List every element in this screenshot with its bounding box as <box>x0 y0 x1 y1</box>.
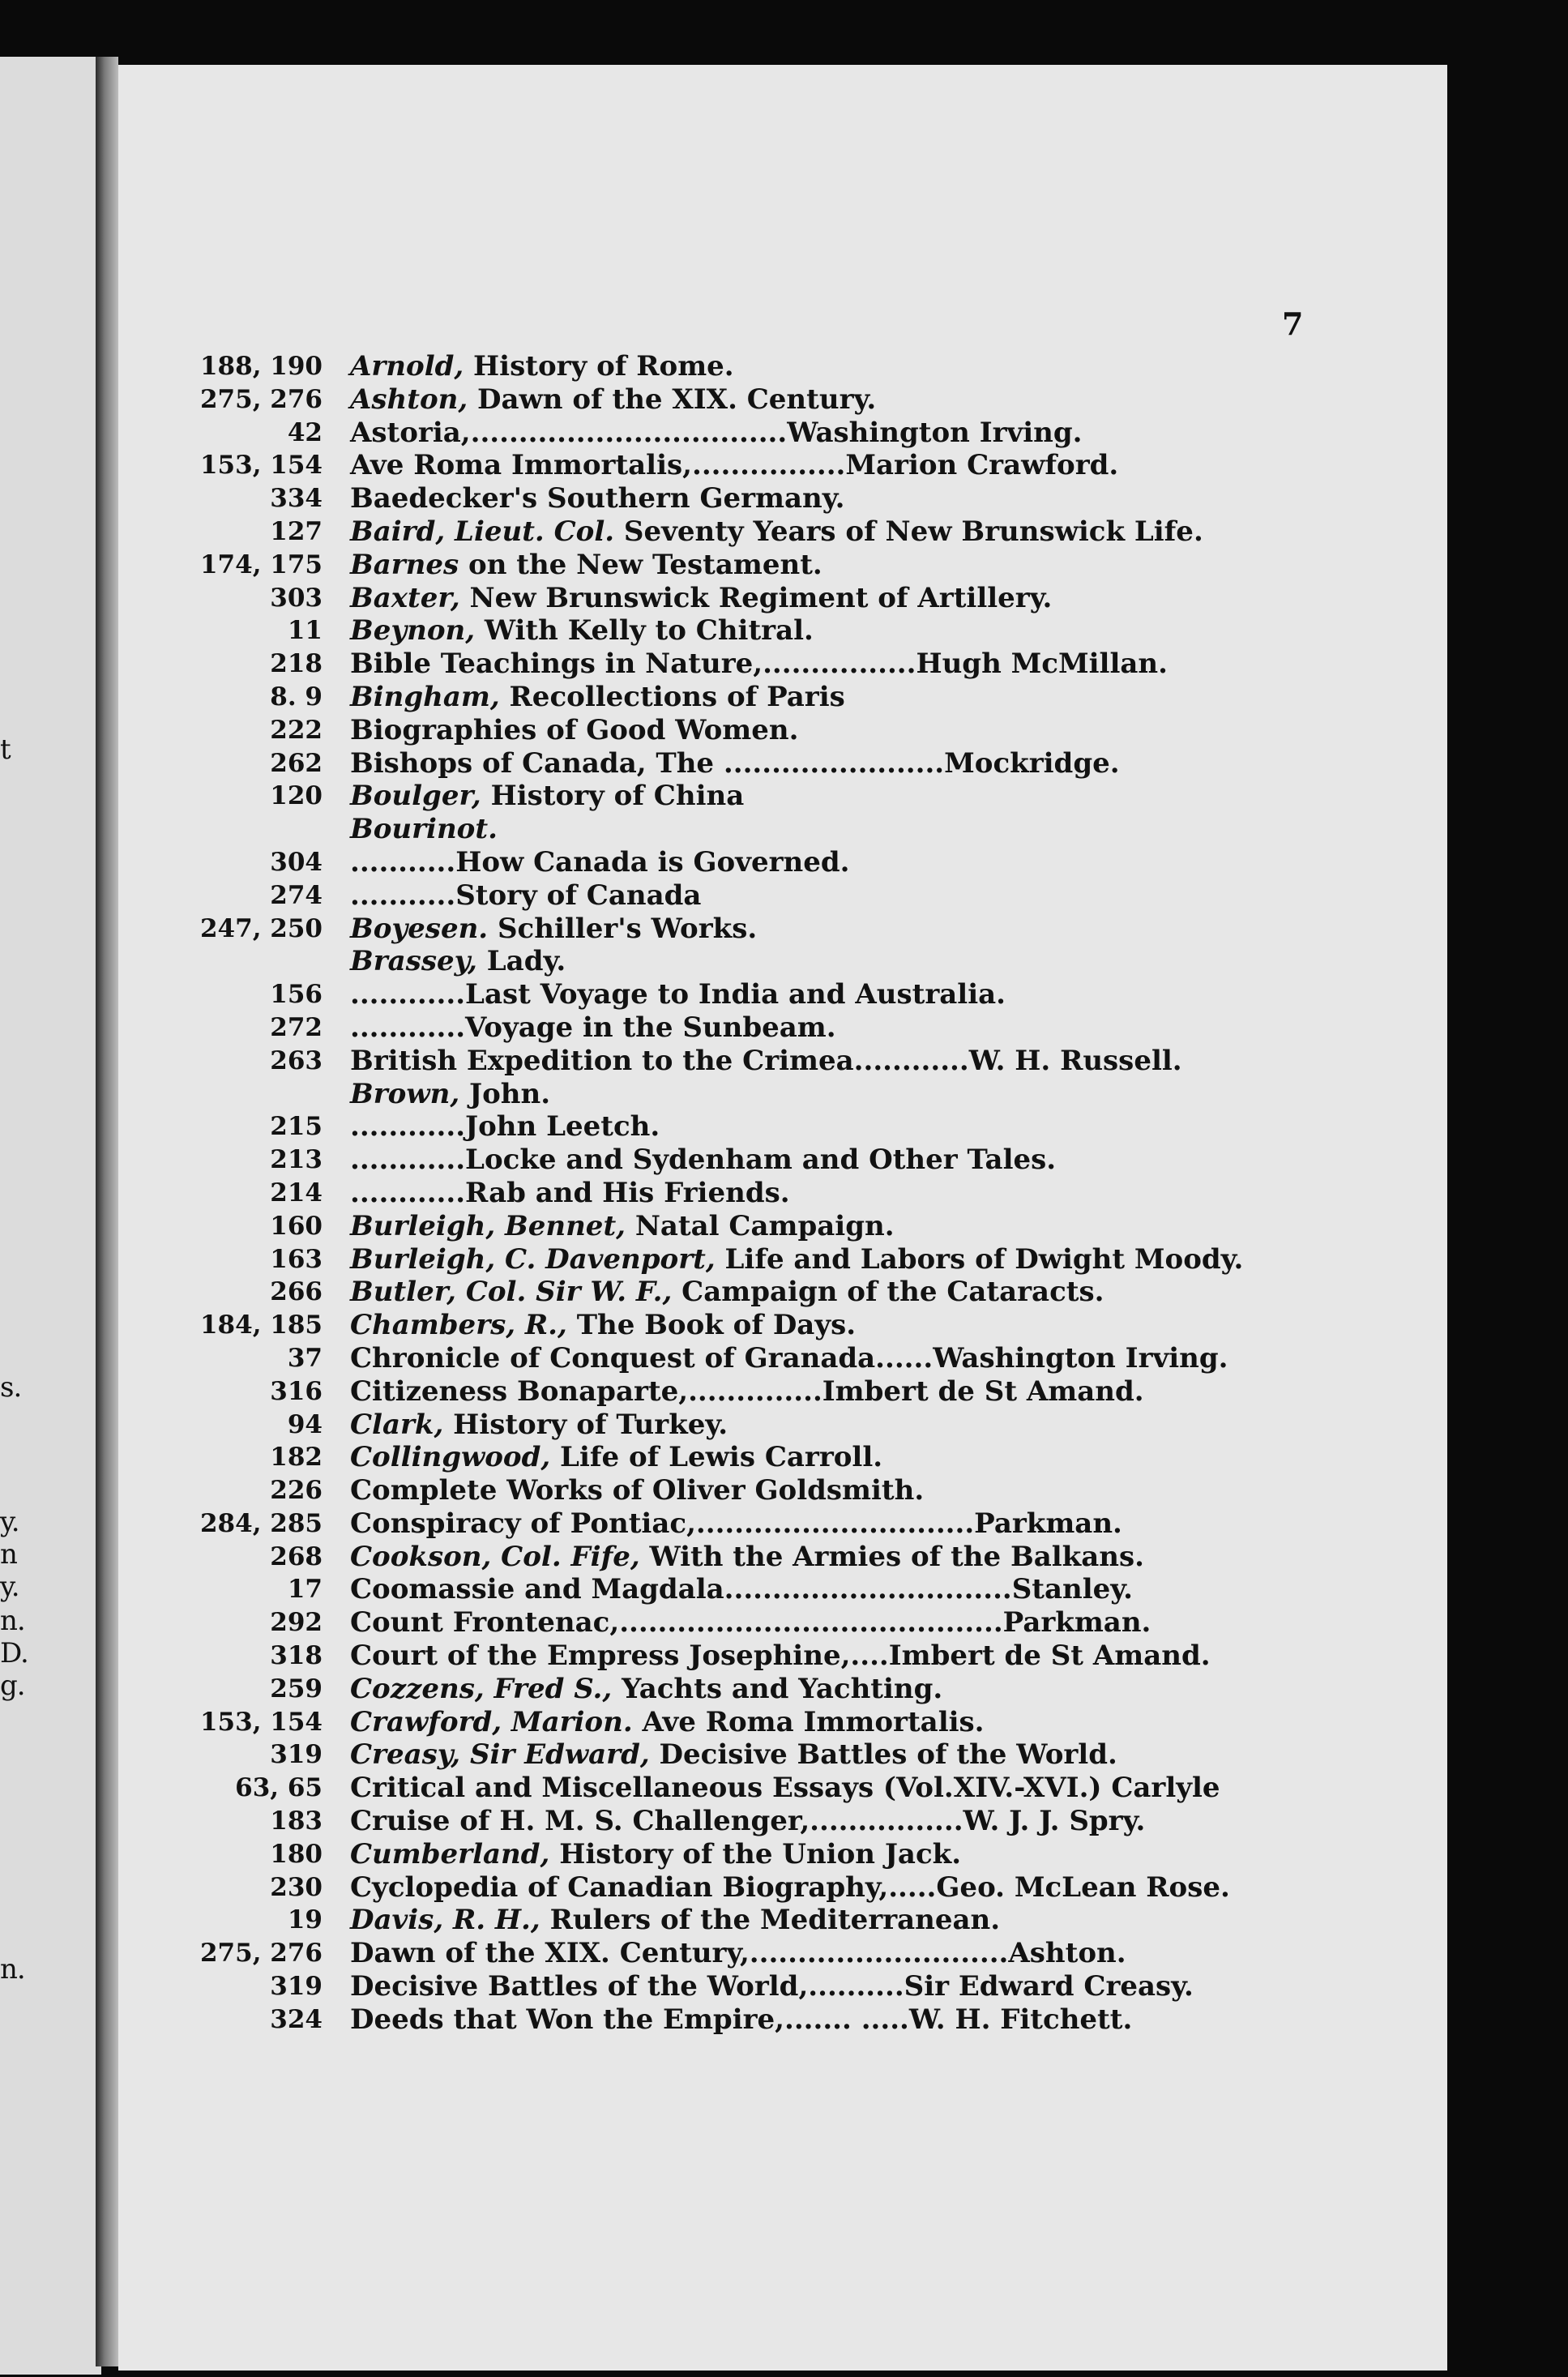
index-entry <box>162 417 1329 450</box>
page-reference: 182 <box>270 1443 323 1473</box>
page-reference: 183 <box>270 1806 323 1836</box>
page-reference: 218 <box>270 649 323 679</box>
index-entry <box>162 1375 1329 1409</box>
index-entry <box>162 1409 1329 1442</box>
index-entry <box>162 1640 1329 1673</box>
entry-title: ............John Leetch. <box>350 1110 660 1144</box>
page-reference: 163 <box>270 1244 323 1274</box>
page-reference: 174, 175 <box>199 549 323 579</box>
entry-title: Cyclopedia of Canadian Biography,.....Geo. McLean Rose. <box>350 1870 1230 1904</box>
page-reference: 188, 190 <box>199 352 323 381</box>
entry-title: Count Frontenac,........................................Parkman. <box>350 1606 1151 1640</box>
entry-title: Decisive Battles of the World,..........Sir Edward Creasy. <box>350 1970 1194 2003</box>
page-reference: 284, 285 <box>199 1508 323 1538</box>
page-reference: 318 <box>270 1641 323 1671</box>
index-entry <box>162 1210 1329 1243</box>
page-reference: 324 <box>270 2004 323 2034</box>
page-reference: 303 <box>270 583 323 613</box>
entry-title: ............Locke and Sydenham and Other Tales. <box>350 1144 1057 1177</box>
index-entry <box>162 1541 1329 1574</box>
page-reference <box>162 945 323 978</box>
entry-title: Biographies of Good Women. <box>350 713 799 746</box>
page-reference: 214 <box>270 1178 323 1208</box>
page-reference: 262 <box>270 748 323 778</box>
index-entry <box>162 1738 1329 1772</box>
previous-page-fragment: g. <box>0 1669 25 1702</box>
index-entry <box>162 1474 1329 1507</box>
page-reference: 266 <box>270 1277 323 1307</box>
previous-page-fragment: y. <box>0 1571 19 1603</box>
previous-page-fragment: D. <box>0 1637 28 1669</box>
entry-title: Ave Roma Immortalis,................Marion Crawford. <box>350 449 1119 482</box>
index-entry <box>162 813 1329 846</box>
index-entry <box>162 515 1329 549</box>
entry-title: Baird, Lieut. Col. Seventy Years of New Brunswick Life. <box>350 515 1203 548</box>
entry-title: Boulger, History of China <box>350 780 745 813</box>
index-entry <box>162 846 1329 879</box>
index-entries <box>162 350 1329 2037</box>
entry-title: Bourinot. <box>350 813 498 846</box>
index-entry <box>162 1243 1329 1276</box>
index-entry <box>162 1904 1329 1937</box>
entry-title: Citizeness Bonaparte,..............Imbert de St Amand. <box>350 1374 1144 1408</box>
entry-title: Critical and Miscellaneous Essays (Vol.XIV.-XVI.) Carlyle <box>350 1772 1220 1805</box>
index-entry <box>162 383 1329 417</box>
page-reference: 275, 276 <box>199 384 323 414</box>
index-entry <box>162 1144 1329 1177</box>
page-reference: 319 <box>270 1740 323 1770</box>
index-entry <box>162 1276 1329 1309</box>
entry-title: Boyesen. Schiller's Works. <box>350 912 758 945</box>
entry-title: British Expedition to the Crimea............W. H. Russell. <box>350 1044 1182 1077</box>
entry-title: Creasy, Sir Edward, Decisive Battles of the World. <box>350 1738 1117 1772</box>
page-reference: 8. 9 <box>270 682 323 712</box>
entry-title: Bingham, Recollections of Paris <box>350 680 845 713</box>
previous-page-fragment: y. <box>0 1506 19 1538</box>
entry-title: Beynon, With Kelly to Chitral. <box>350 614 814 648</box>
entry-title: ............Voyage in the Sunbeam. <box>350 1011 836 1044</box>
entry-title: Crawford, Marion. Ave Roma Immortalis. <box>350 1705 985 1738</box>
index-entry <box>162 1110 1329 1144</box>
index-entry <box>162 1078 1329 1111</box>
page-reference: 42 <box>287 417 323 447</box>
entry-title: Ashton, Dawn of the XIX. Century. <box>350 383 877 416</box>
index-entry <box>162 945 1329 978</box>
previous-page-fragment: n. <box>0 1953 25 1986</box>
index-entry <box>162 747 1329 780</box>
index-entry <box>162 1507 1329 1541</box>
page-reference: 156 <box>270 980 323 1010</box>
page-reference: 63, 65 <box>235 1773 323 1803</box>
page-reference: 268 <box>270 1541 323 1571</box>
page-reference: 213 <box>270 1145 323 1175</box>
index-entry <box>162 582 1329 615</box>
page-reference: 316 <box>270 1376 323 1406</box>
index-entry <box>162 1937 1329 1970</box>
page-reference <box>162 1078 323 1111</box>
index-entry <box>162 350 1329 383</box>
entry-title: Cumberland, History of the Union Jack. <box>350 1837 962 1870</box>
entry-title: Chambers, R., The Book of Days. <box>350 1309 857 1342</box>
entry-title: Deeds that Won the Empire,....... .....W. H. Fitchett. <box>350 2003 1133 2036</box>
page-reference: 160 <box>270 1211 323 1241</box>
entry-title: ...........Story of Canada <box>350 879 702 912</box>
index-entry <box>162 1573 1329 1606</box>
book-gutter <box>96 57 118 2366</box>
entry-title: Burleigh, C. Davenport, Life and Labors of Dwight Moody. <box>350 1242 1244 1276</box>
entry-title: Baedecker's Southern Germany. <box>350 482 845 515</box>
page-reference: 334 <box>270 484 323 514</box>
entry-title: Butler, Col. Sir W. F., Campaign of the Cataracts. <box>350 1276 1104 1309</box>
page-reference: 275, 276 <box>199 1939 323 1969</box>
page-reference: 222 <box>270 715 323 745</box>
entry-title: Cruise of H. M. S. Challenger,................W. J. J. Spry. <box>350 1805 1146 1838</box>
entry-title: Conspiracy of Pontiac,.............................Parkman. <box>350 1507 1122 1540</box>
entry-title: Collingwood, Life of Lewis Carroll. <box>350 1441 883 1474</box>
page-reference <box>162 813 323 846</box>
page-reference: 94 <box>287 1409 323 1439</box>
entry-title: Complete Works of Oliver Goldsmith. <box>350 1474 925 1507</box>
index-entry <box>162 549 1329 582</box>
entry-title: Astoria,.................................Washington Irving. <box>350 416 1083 449</box>
index-entry <box>162 780 1329 813</box>
entry-title: Cookson, Col. Fife, With the Armies of the Balkans. <box>350 1540 1144 1573</box>
index-entry <box>162 1838 1329 1871</box>
entry-title: Clark, History of Turkey. <box>350 1408 728 1441</box>
entry-title: Burleigh, Bennet, Natal Campaign. <box>350 1209 895 1242</box>
page-reference: 11 <box>287 616 323 646</box>
previous-page-fragment: s. <box>0 1371 22 1404</box>
page-reference: 127 <box>270 516 323 546</box>
page-reference: 304 <box>270 847 323 877</box>
index-entry <box>162 681 1329 714</box>
entry-title: ............Rab and His Friends. <box>350 1176 790 1209</box>
entry-title: Davis, R. H., Rulers of the Mediterranean. <box>350 1904 1001 1937</box>
index-entry <box>162 2003 1329 2037</box>
page-reference: 180 <box>270 1839 323 1869</box>
index-entry <box>162 978 1329 1011</box>
page-reference: 319 <box>270 1972 323 2002</box>
entry-title: Cozzens, Fred S., Yachts and Yachting. <box>350 1672 943 1705</box>
page-reference: 153, 154 <box>199 451 323 481</box>
index-entry <box>162 879 1329 913</box>
page-reference: 153, 154 <box>199 1707 323 1737</box>
page-reference: 215 <box>270 1112 323 1142</box>
page-reference: 263 <box>270 1045 323 1075</box>
page-reference: 226 <box>270 1476 323 1506</box>
entry-title: Bible Teachings in Nature,................Hugh McMillan. <box>350 648 1168 681</box>
index-entry <box>162 1045 1329 1078</box>
index-entry <box>162 1970 1329 2003</box>
page-reference: 259 <box>270 1674 323 1704</box>
index-entry <box>162 1177 1329 1210</box>
previous-page-edge <box>0 57 101 2375</box>
index-entry <box>162 1441 1329 1474</box>
index-entry <box>162 714 1329 747</box>
index-entry <box>162 648 1329 681</box>
entry-title: Bishops of Canada, The .......................Mockridge. <box>350 746 1120 780</box>
previous-page-fragment: n <box>0 1538 17 1571</box>
index-entry <box>162 482 1329 515</box>
index-entry <box>162 1342 1329 1375</box>
page-reference: 19 <box>287 1905 323 1935</box>
entry-title: ...........How Canada is Governed. <box>350 845 850 879</box>
entry-title: Arnold, History of Rome. <box>350 350 734 383</box>
page-reference: 292 <box>270 1608 323 1638</box>
entry-title: Chronicle of Conquest of Granada......Washington Irving. <box>350 1341 1228 1374</box>
index-entry <box>162 1706 1329 1739</box>
page-reference: 272 <box>270 1012 323 1042</box>
index-entry <box>162 1606 1329 1640</box>
entry-title: Baxter, New Brunswick Regiment of Artillery. <box>350 581 1053 614</box>
index-entry <box>162 1772 1329 1805</box>
page-reference: 274 <box>270 880 323 910</box>
page-number: 7 <box>1282 306 1304 342</box>
entry-title: Coomassie and Magdala..............................Stanley. <box>350 1573 1133 1606</box>
page-reference: 247, 250 <box>199 913 323 943</box>
page-reference: 230 <box>270 1872 323 1902</box>
page-reference: 120 <box>270 781 323 811</box>
entry-title: Brassey, Lady. <box>350 945 566 978</box>
index-entry <box>162 1011 1329 1045</box>
index-entry <box>162 1309 1329 1342</box>
entry-title: Barnes on the New Testament. <box>350 548 822 581</box>
index-entry <box>162 614 1329 648</box>
entry-title: Dawn of the XIX. Century,...........................Ashton. <box>350 1937 1126 1970</box>
previous-page-fragment: t <box>0 733 11 766</box>
entry-title: Brown, John. <box>350 1077 551 1110</box>
index-entry <box>162 1805 1329 1838</box>
page-reference: 184, 185 <box>199 1310 323 1340</box>
index-entry <box>162 1871 1329 1905</box>
entry-title: Court of the Empress Josephine,....Imbert de St Amand. <box>350 1640 1211 1673</box>
index-entry <box>162 913 1329 946</box>
page-reference: 17 <box>287 1575 323 1605</box>
previous-page-fragment: n. <box>0 1605 25 1637</box>
index-entry <box>162 1673 1329 1706</box>
index-entry <box>162 449 1329 482</box>
page-reference: 37 <box>287 1343 323 1373</box>
entry-title: ............Last Voyage to India and Australia. <box>350 978 1006 1011</box>
